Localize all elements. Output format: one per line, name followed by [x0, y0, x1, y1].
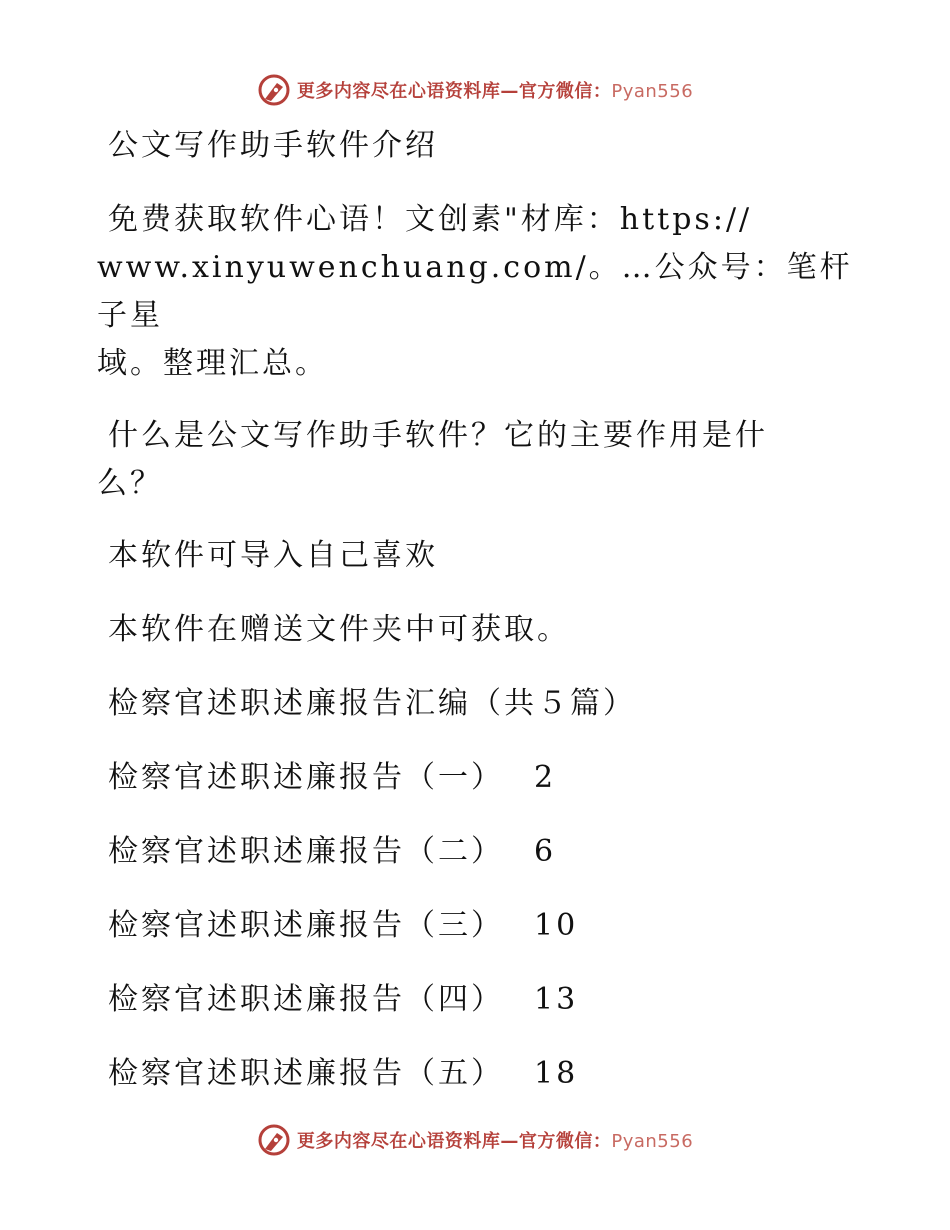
footer-banner-text: 更多内容尽在心语资料库—官方微信：Pyan556 — [296, 1131, 694, 1152]
toc-item-4 — [97, 976, 857, 1024]
get-note: 本软件在赠送文件夹中可获取。 — [108, 612, 570, 647]
footer-banner — [0, 1120, 950, 1160]
collection-title: 检察官述职述廉报告汇编（共５篇） — [108, 686, 636, 721]
toc-item-5 — [97, 1050, 857, 1098]
document-title: 公文写作助手软件介绍 — [108, 128, 438, 163]
toc-item-page: 2 — [534, 760, 557, 795]
intro-line-3: 域。整理汇总。 — [97, 346, 328, 381]
toc-item-3 — [97, 902, 857, 950]
toc-item-page: 13 — [534, 982, 579, 1017]
header-banner-text: 更多内容尽在心语资料库—官方微信：Pyan556 — [296, 81, 694, 102]
header-banner — [0, 70, 950, 110]
import-note: 本软件可导入自己喜欢 — [108, 538, 438, 573]
toc-item-label: 检察官述职述廉报告（三） — [108, 908, 504, 943]
document-body — [97, 122, 857, 1124]
question-line-2: 么？ — [97, 466, 163, 501]
toc-item-page: 10 — [534, 908, 579, 943]
question-line-1: 什么是公文写作助手软件？它的主要作用是什 — [108, 418, 768, 453]
toc-item-2 — [97, 828, 857, 876]
toc-item-label: 检察官述职述廉报告（五） — [108, 1056, 504, 1091]
intro-line-1: 免费获取软件心语！文创素"材库：https:// — [108, 202, 753, 237]
pen-nib-logo-icon — [257, 1123, 291, 1157]
header-banner-brand: Pyan556 — [611, 81, 694, 102]
intro-paragraph — [97, 196, 857, 388]
toc-item-label: 检察官述职述廉报告（二） — [108, 834, 504, 869]
toc-item-label: 检察官述职述廉报告（四） — [108, 982, 504, 1017]
question-paragraph — [97, 412, 857, 508]
toc-item-page: 6 — [534, 834, 557, 869]
intro-line-2: www.xinyuwenchuang.com/。…公众号：笔杆子星 — [97, 250, 853, 333]
toc-item-1 — [97, 754, 857, 802]
pen-nib-logo-icon — [257, 73, 291, 107]
footer-banner-brand: Pyan556 — [611, 1131, 694, 1152]
toc-item-label: 检察官述职述廉报告（一） — [108, 760, 504, 795]
toc-item-page: 18 — [534, 1056, 579, 1091]
